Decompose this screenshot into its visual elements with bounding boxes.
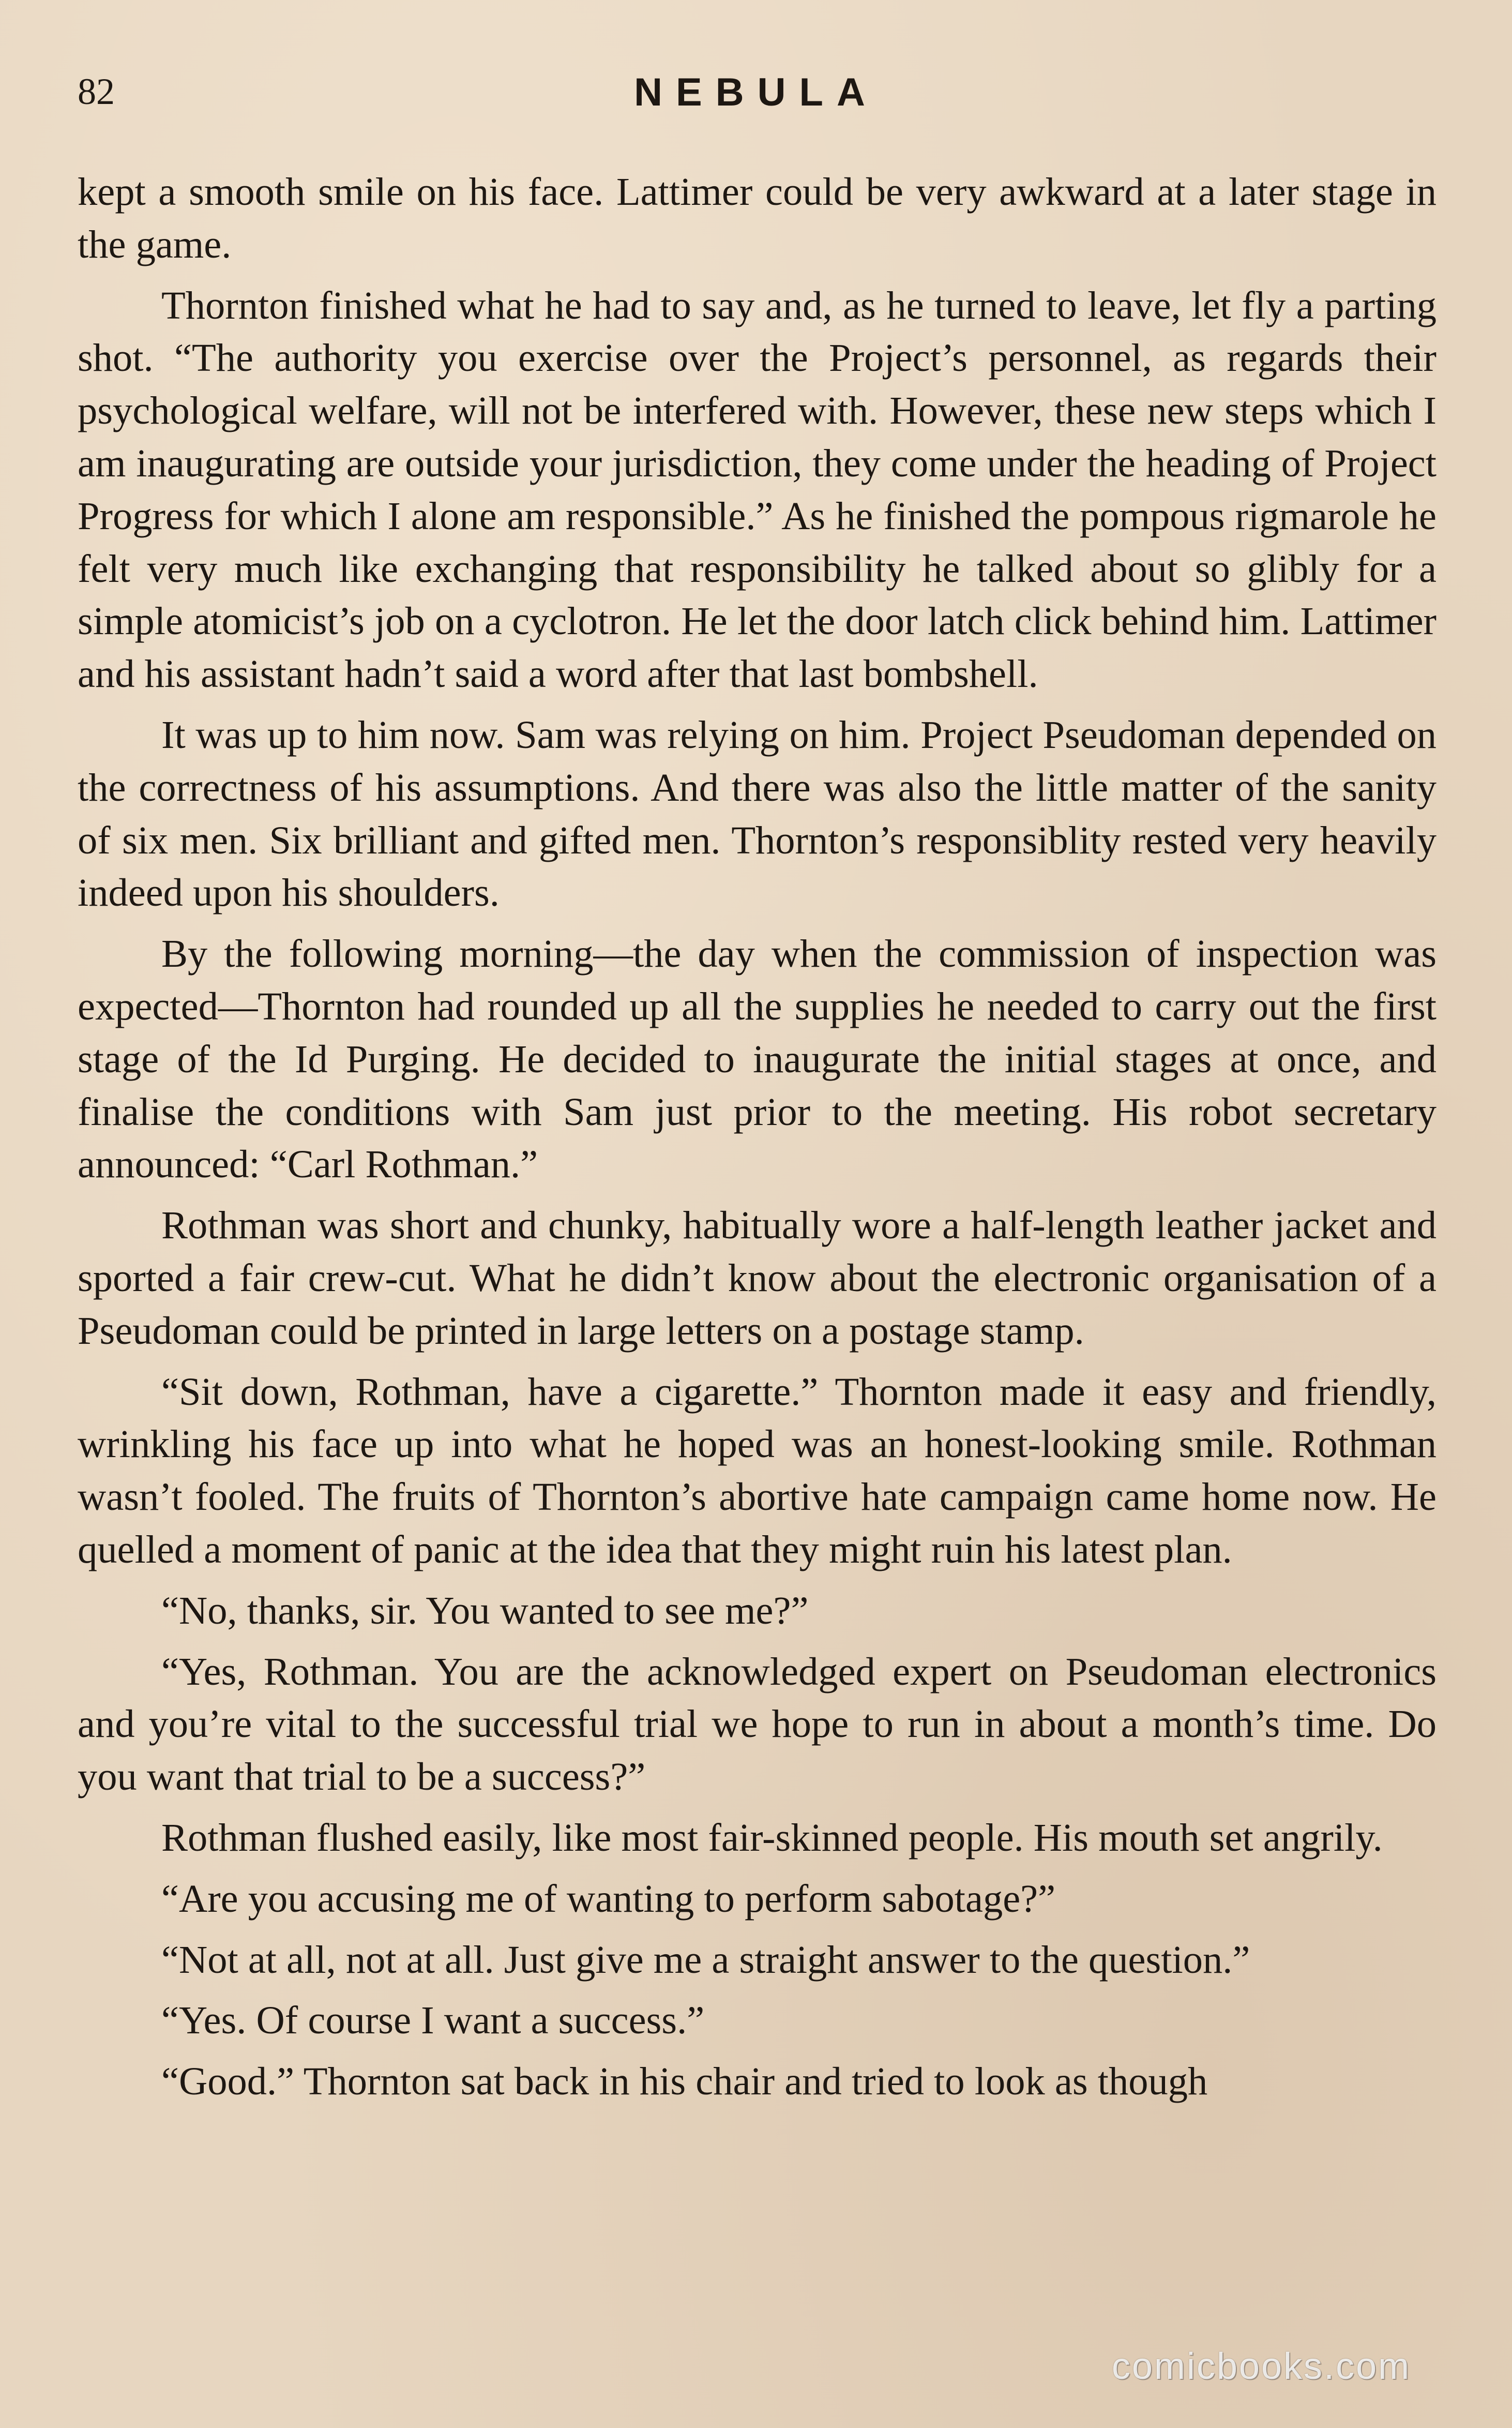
paragraph-13: “Good.” Thornton sat back in his chair and tried to look as though [161,2059,1208,2104]
body-text [78,166,1437,2116]
paragraph-1: kept a smooth smile on his face. Lattimer could be very awkward at a later stage in the game. [78,170,1437,266]
paragraph-3: It was up to him now. Sam was relying on him. Project Pseudoman depended on the correctness of his assumptions. And there was also the little matter of the sanity of six men. Six brilliant and gifted men. Thornton’s responsiblity rested very heavily indeed upon his shoulders. [78,712,1437,915]
paragraph-10: “Are you accusing me of wanting to perform sabotage?” [161,1876,1056,1921]
paragraph-4: By the following morning—the day when the commission of inspection was expected—Thornton had rounded up all the supplies he needed to carry out the first stage of the Id Purging. He decided to inaugurate the initial stages at once, and finalise the conditions with Sam just prior to the meeting. His robot secretary announced: “Carl Rothman.” [78,932,1437,1187]
page-number: 82 [78,71,115,112]
paragraph-9: Rothman flushed easily, like most fair-skinned people. His mouth set angrily. [161,1815,1383,1860]
paragraph-11: “Not at all, not at all. Just give me a straight answer to the question.” [161,1937,1250,1982]
paragraph-2: Thornton finished what he had to say and, as he turned to leave, let fly a parting shot. “The authority you exercise over the Project’s personnel, as regards their psychological welfare, will not be interfered with. However, these new steps which I am inaugurating are outside your jurisdiction, they come under the heading of Project Progress for which I alone am responsible.” As he finished the pompous rigmarole he felt very much like exchanging that responsibility he talked about so glibly for a simple atomicist’s job on a cyclotron. He let the door latch click behind him. Lattimer and his assistant hadn’t said a word after that last bombshell. [78,283,1437,696]
paragraph-6: “Sit down, Rothman, have a cigarette.” Thornton made it easy and friendly, wrinkling his face up into what he hoped was an honest-looking smile. Rothman wasn’t fooled. The fruits of Thornton’s abortive hate campaign came home now. He quelled a moment of panic at the idea that they might ruin his latest plan. [78,1369,1437,1571]
paragraph-5: Rothman was short and chunky, habitually wore a half-length leather jacket and sported a fair crew-cut. What he didn’t know about the electronic organisation of a Pseudoman could be printed in large letters on a postage stamp. [78,1203,1437,1353]
running-title: NEBULA [634,70,879,114]
paragraph-8: “Yes, Rothman. You are the acknowledged expert on Pseudoman electronics and you’re vital to the successful trial we hope to run in about a month’s time. Do you want that trial to be a success?” [78,1649,1437,1799]
paragraph-7: “No, thanks, sir. You wanted to see me?” [161,1588,809,1632]
page-header [78,62,1435,124]
site-watermark: comicbooks.com [1112,2346,1411,2387]
paragraph-12: “Yes. Of course I want a success.” [161,1998,705,2043]
